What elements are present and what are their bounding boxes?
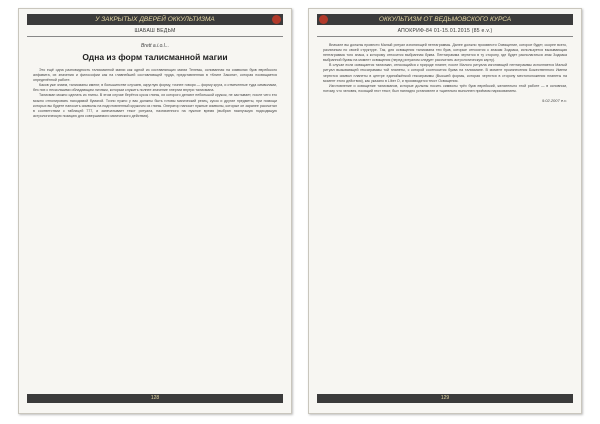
logo-icon: [319, 15, 328, 24]
left-banner: [27, 14, 283, 25]
right-banner: [317, 14, 573, 25]
paragraph: Вначале вы должны провести Малый ритуал изгоняющей пентаграммы. Далее должно произвести Освящение, которое будет, скорее всего, различным по своей структуре. Так, для освящения талисмана теи букв, которые относятся к знакам Зодиака, используется вызывающая пентаграмма того знака, к которому относится выбранная буква. Пентаграмма чертится в ту сторону, где будет располагаться знак Зодиака выбранной буквы на момент освящения (перед ритуалом следует рассчитать астрологическую карту).: [323, 43, 567, 63]
right-body-text: [323, 43, 567, 94]
paragraph: В случае если освящается талисман, относящийся к природе планет, после Малого ритуала изгоняющей пентаграммы исполняется Малый ритуал вызывающей гексаграммы той планеты, с которой соотносится буква на талисмане. В момент произнесения Божественного Имени чертится символ планеты в центре единойжёнкой гексаграммы (Высшей формы, которая чертится в сторону местоположения планеты на момент этого действия), как указано в Liber O, и производится текст Освящения.: [323, 63, 567, 83]
logo-icon: [272, 15, 281, 24]
left-body-text: [33, 68, 277, 119]
paragraph: Каков уже знаем, талисманы имеют, в большинстве случаев, округлую форму, точнее говоря — форму круга, и отмеченные туда символами, без них с несколькими обладающим личным, которым служить полнее значение энергии внутри талисмана.: [33, 83, 277, 93]
article-author: Brett a.i.o.l...: [140, 43, 170, 49]
left-banner-text: У ЗАКРЫТЫХ ДВЕРЕЙ ОККУЛЬТИЗМА: [95, 16, 215, 23]
paragraph: Талисман можно сделать из глины. В этом случае берётся кусок глины, их которого делают небольшой кружок, не застывает, после чего его можно отполировать находимой бумагой. Точно нужно у вас должны быть готовы магический резец, кусок и другие предметы, при помощи которых вы будете наносить символы на подготовленный кружочек из глины. Оператор наносит нужные символы, которые он заранее рассчитал в соответствии с таблицей 777, и запечатывает текст ритуала, назначенного на нужное время (выбран наилучшую подходящую астрологическую позицию для совершаемого магического действия).: [33, 93, 277, 118]
right-banner-text: ОККУЛЬТИЗМ ОТ ВЕДЬМОВСКОГО КУРСА: [378, 16, 512, 23]
left-subheading: ШАБАШ ВЕДЬМ: [134, 28, 176, 34]
paragraph: Это ещё одна разновидность талисманной магии как одной из составляющих магии Телемы, основанная на символах букв еврейского алфавита, их значения и философии как на главнейшей составляющей труда, представленная в «Книге Закона», которая посвящается определённой работе.: [33, 68, 277, 83]
article-title: Одна из форм талисманной магии: [82, 52, 228, 62]
left-page-number: 128: [27, 394, 283, 403]
right-page-number: 129: [317, 394, 573, 403]
right-page: [308, 8, 582, 414]
date-signature: 9.02.2007 e.v.: [541, 97, 567, 103]
divider: [27, 36, 283, 37]
divider: [317, 36, 573, 37]
left-page: [18, 8, 292, 414]
right-subheading: АПОКРИФ-84 01-15.01.2015 (85 e.v.): [397, 28, 493, 34]
paragraph: Изготовление и освящение талисманов, которые должны носить символы трёх букв еврейский, желательно этой работе — в основном, потому, что человек, носящий этот текст, был наглядно установлен и тщательно выполнен приёмом нарисованием.: [323, 83, 567, 93]
